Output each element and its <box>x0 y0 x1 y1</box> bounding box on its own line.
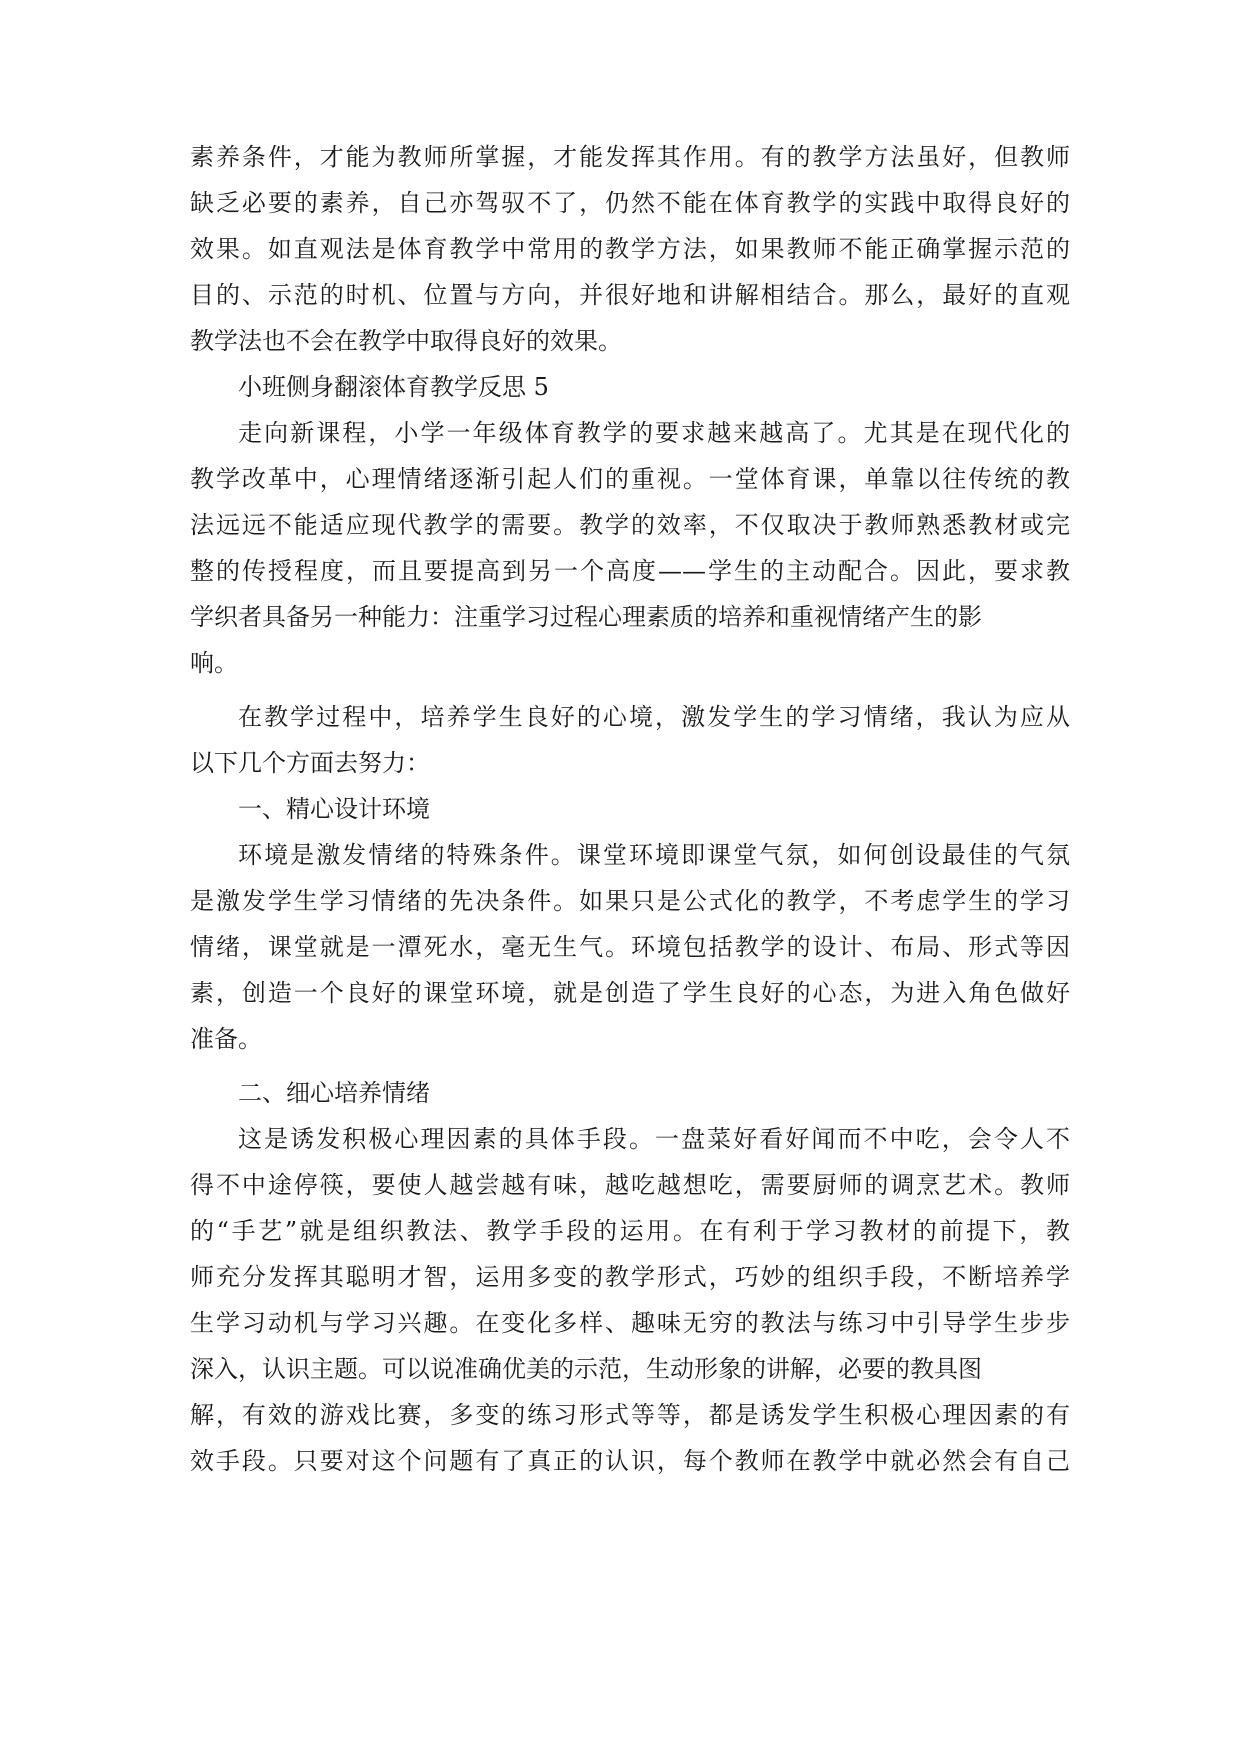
text-line: 走向新课程，小学一年级体育教学的要求越来越高了。尤其是在现代化的 <box>238 419 1070 447</box>
text-line: 素养条件，才能为教师所掌握，才能发挥其作用。有的教学方法虽好，但教师 <box>190 143 1070 171</box>
text-line: 生学习动机与学习兴趣。在变化多样、趣味无穷的教法与练习中引导学生步步 <box>190 1309 1070 1337</box>
text-line: 解，有效的游戏比赛，多变的练习形式等等，都是诱发学生积极心理因素的有 <box>190 1401 1070 1429</box>
text-line: 是激发学生学习情绪的先决条件。如果只是公式化的教学，不考虑学生的学习 <box>190 887 1070 915</box>
text-line: 在教学过程中，培养学生良好的心境，激发学生的学习情绪，我认为应从 <box>238 703 1070 731</box>
text-line: 法远远不能适应现代教学的需要。教学的效率，不仅取决于教师熟悉教材或完 <box>190 511 1070 539</box>
section-heading: 小班侧身翻滚体育教学反思 5 <box>238 373 549 401</box>
text-line: 效手段。只要对这个问题有了真正的认识，每个教师在教学中就必然会有自己 <box>190 1447 1070 1475</box>
text-line: 目的、示范的时机、位置与方向，并很好地和讲解相结合。那么，最好的直观 <box>190 281 1070 309</box>
section-heading: 一、精心设计环境 <box>238 795 430 823</box>
text-line: 整的传授程度，而且要提高到另一个高度——学生的主动配合。因此，要求教 <box>190 557 1070 585</box>
text-line: 准备。 <box>190 1025 262 1053</box>
section-heading: 二、细心培养情绪 <box>238 1079 430 1107</box>
text-line: 响。 <box>190 649 238 677</box>
text-line: 这是诱发积极心理因素的具体手段。一盘菜好看好闻而不中吃，会令人不 <box>238 1125 1070 1153</box>
text-line: 教学改革中，心理情绪逐渐引起人们的重视。一堂体育课，单靠以往传统的教 <box>190 465 1070 493</box>
text-line: 学织者具备另一种能力：注重学习过程心理素质的培养和重视情绪产生的影 <box>190 603 982 631</box>
text-line: 缺乏必要的素养，自己亦驾驭不了，仍然不能在体育教学的实践中取得良好的 <box>190 189 1070 217</box>
text-line: 素，创造一个良好的课堂环境，就是创造了学生良好的心态，为进入角色做好 <box>190 979 1070 1007</box>
text-line: 效果。如直观法是体育教学中常用的教学方法，如果教师不能正确掌握示范的 <box>190 235 1070 263</box>
text-line: 情绪，课堂就是一潭死水，毫无生气。环境包括教学的设计、布局、形式等因 <box>190 933 1070 961</box>
text-line: 以下几个方面去努力： <box>190 749 430 777</box>
text-line: 环境是激发情绪的特殊条件。课堂环境即课堂气氛，如何创设最佳的气氛 <box>238 841 1070 869</box>
text-line: 教学法也不会在教学中取得良好的效果。 <box>190 327 622 355</box>
text-line: 师充分发挥其聪明才智，运用多变的教学形式，巧妙的组织手段，不断培养学 <box>190 1263 1070 1291</box>
text-line: 的“手艺”就是组织教法、教学手段的运用。在有利于学习教材的前提下，教 <box>190 1217 1070 1245</box>
text-line: 深入，认识主题。可以说准确优美的示范，生动形象的讲解，必要的教具图 <box>190 1355 982 1383</box>
text-line: 得不中途停筷，要使人越尝越有味，越吃越想吃，需要厨师的调烹艺术。教师 <box>190 1171 1070 1199</box>
